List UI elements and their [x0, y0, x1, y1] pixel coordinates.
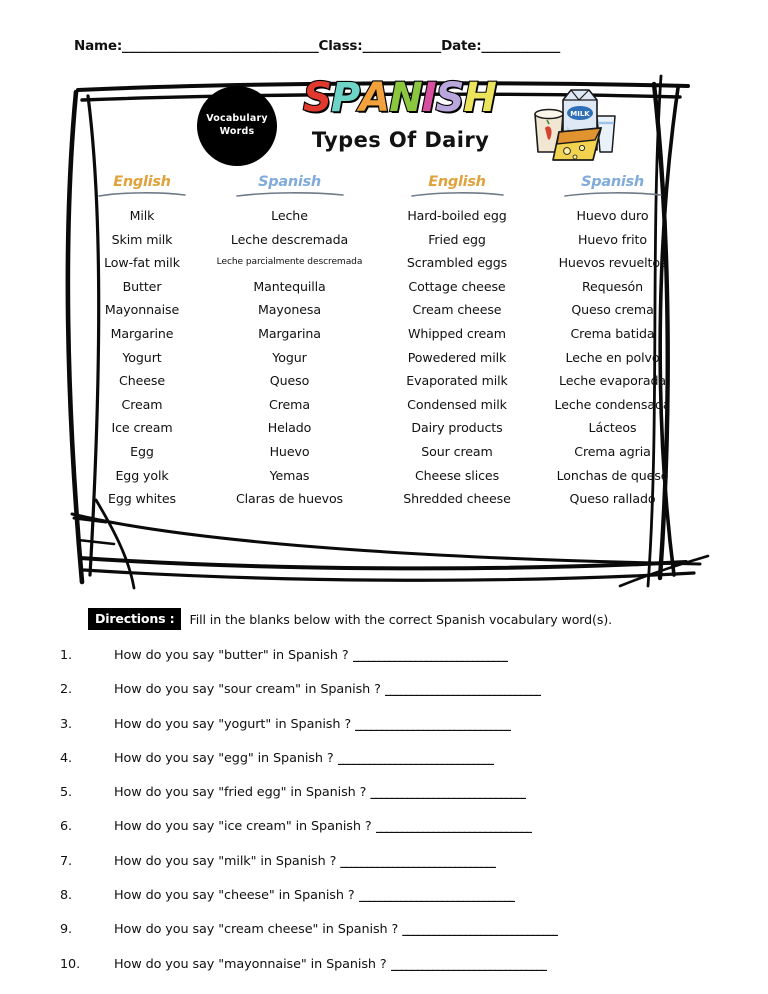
vocab-item: Crema batida [570, 325, 655, 341]
wordmark-letter-5: I [421, 75, 436, 121]
vocab-item: Huevo duro [576, 208, 649, 223]
vocab-item: Sour cream [421, 443, 493, 459]
vocab-item: Hard-boiled egg [407, 208, 507, 223]
vocab-item: Huevo frito [577, 231, 647, 247]
dairy-products-clipart [527, 78, 619, 164]
vocab-item: Mayonnaise [104, 302, 180, 318]
svg-text:MILK: MILK [570, 110, 590, 118]
date-blank[interactable]: ____________ [481, 38, 561, 54]
question-row [60, 957, 708, 991]
badge-line-2: Words [219, 126, 255, 137]
vocab-item: Mayonesa [258, 302, 321, 318]
column-spanish-right [537, 174, 688, 511]
answer-blank[interactable]: ______________________________ [358, 888, 515, 904]
vocab-item: Lácteos [588, 420, 637, 436]
question-row [60, 648, 708, 682]
question-text: How do you say "ice cream" in Spanish ? [114, 819, 372, 835]
list-english-right [377, 204, 537, 511]
question-number: 9. [60, 922, 73, 938]
question-number: 6. [60, 819, 73, 835]
vocab-item: Evaporated milk [406, 373, 508, 389]
vocab-item: Cheese [119, 373, 165, 389]
vocab-item: Shredded cheese [403, 491, 511, 507]
vocabulary-columns [82, 174, 688, 511]
class-label: Class: [318, 38, 363, 54]
answer-blank[interactable]: ______________________________ [355, 716, 511, 732]
vocab-item: Cheese slices [414, 467, 500, 483]
vocab-item: Egg whites [108, 491, 176, 507]
question-number: 8. [60, 888, 73, 904]
answer-blank[interactable]: ______________________________ [370, 785, 527, 801]
vocab-item: Whipped cream [408, 325, 506, 341]
vocab-item: Egg [130, 443, 154, 459]
question-text: How do you say "butter" in Spanish ? [114, 648, 349, 663]
column-header-spanish-left: Spanish [258, 174, 321, 190]
question-row [60, 751, 708, 785]
wordmark-letter-4: N [389, 75, 422, 121]
vocab-item: Cream cheese [412, 302, 502, 318]
worksheet-subtitle: Types Of Dairy [311, 128, 490, 152]
question-row [60, 854, 708, 888]
header-underline [563, 191, 663, 198]
directions-row [88, 608, 708, 630]
question-number: 1. [60, 648, 73, 663]
panel-title-row [82, 76, 688, 171]
answer-blank[interactable]: ______________________________ [340, 853, 497, 869]
name-label: Name: [74, 38, 123, 54]
question-row [60, 682, 708, 716]
vocab-item: Margarine [110, 325, 174, 341]
column-english-left [82, 174, 202, 511]
answer-blank[interactable]: ______________________________ [337, 750, 494, 766]
vocabulary-words-badge [197, 86, 277, 166]
column-english-right [377, 174, 537, 511]
wordmark-letter-7: H [463, 75, 496, 121]
vocab-item: Yemas [269, 467, 310, 483]
vocab-item: Helado [267, 420, 312, 436]
question-text: How do you say "yogurt" in Spanish ? [114, 716, 352, 732]
question-text: How do you say "milk" in Spanish ? [114, 853, 337, 869]
answer-blank[interactable]: ______________________________ [402, 922, 559, 938]
list-spanish-left [202, 204, 377, 511]
vocab-item: Queso rallado [569, 491, 656, 507]
question-number: 4. [60, 750, 73, 766]
question-text: How do you say "sour cream" in Spanish ? [114, 682, 381, 698]
wordmark-letter-6: S [435, 75, 464, 121]
question-text: How do you say "fried egg" in Spanish ? [114, 785, 367, 801]
directions-tag: Directions : [88, 608, 181, 630]
vocab-item: Scrambled eggs [406, 255, 508, 271]
question-number: 10. [60, 956, 81, 972]
column-header-english-left: English [113, 174, 171, 190]
vocab-item: Butter [122, 278, 162, 294]
vocab-item: Queso [269, 373, 310, 389]
vocab-item: Leche descremada [230, 231, 349, 247]
vocab-item: Lonchas de queso [556, 467, 669, 483]
student-info-line [74, 38, 694, 54]
question-number: 7. [60, 853, 73, 869]
vocab-item: Skim milk [111, 231, 173, 247]
date-label: Date: [441, 38, 482, 54]
question-row [60, 717, 708, 751]
list-spanish-right [537, 204, 688, 511]
vocab-item: Leche evaporada [559, 373, 666, 389]
wordmark-letter-1: S [303, 75, 331, 121]
vocab-item: Leche [271, 208, 308, 223]
vocab-item: Crema agria [574, 443, 651, 459]
questions-list [60, 648, 708, 991]
vocab-item: Claras de huevos [235, 491, 344, 507]
spanish-wordmark [282, 75, 517, 128]
vocab-item: Low-fat milk [104, 255, 180, 271]
question-number: 3. [60, 716, 73, 732]
vocab-item: Cottage cheese [408, 278, 506, 294]
vocab-item: Leche parcialmente descremada [216, 257, 363, 268]
question-text: How do you say "mayonnaise" in Spanish ? [114, 956, 387, 972]
vocab-item: Egg yolk [115, 467, 169, 483]
vocab-item: Crema [269, 396, 310, 412]
question-number: 5. [60, 785, 73, 801]
vocab-item: Huevos revueltos [558, 255, 667, 271]
question-number: 2. [60, 682, 73, 698]
column-header-spanish-right: Spanish [581, 174, 644, 190]
vocab-item: Condensed milk [407, 396, 507, 412]
vocab-item: Powedered milk [407, 349, 507, 365]
wordmark-letter-2: P [330, 75, 360, 121]
vocabulary-panel [60, 70, 710, 590]
vocab-item: Dairy products [411, 420, 503, 436]
vocab-item: Fried egg [428, 231, 486, 247]
question-row [60, 785, 708, 819]
question-text: How do you say "cheese" in Spanish ? [114, 888, 355, 904]
vocab-item: Cream [121, 396, 163, 412]
vocab-item: Leche condensada [554, 396, 671, 412]
question-row [60, 888, 708, 922]
name-blank[interactable]: ______________________________ [122, 38, 319, 54]
vocab-item: Yogurt [122, 349, 162, 365]
question-text: How do you say "egg" in Spanish ? [114, 750, 334, 766]
column-header-english-right: English [428, 174, 486, 190]
question-row [60, 922, 708, 956]
vocab-item: Requesón [581, 278, 644, 294]
header-underline [410, 191, 505, 198]
answer-blank[interactable]: ______________________________ [390, 956, 547, 972]
vocab-item: Milk [129, 208, 155, 223]
vocab-item: Margarina [258, 325, 321, 341]
directions-text: Fill in the blanks below with the correct Spanish vocabulary word(s). [189, 611, 613, 627]
vocab-item: Yogur [272, 349, 307, 365]
badge-line-1: Vocabulary [206, 113, 268, 125]
vocab-item: Huevo [269, 443, 310, 459]
answer-blank[interactable]: ______________________________ [352, 648, 509, 663]
vocab-item: Ice cream [111, 420, 173, 436]
header-underline [97, 191, 187, 198]
answer-blank[interactable]: ______________________________ [384, 682, 541, 698]
wordmark-letter-3: A [359, 75, 390, 121]
answer-blank[interactable]: ______________________________ [375, 819, 532, 835]
vocab-item: Queso crema [571, 302, 654, 318]
question-row [60, 819, 708, 853]
class-blank[interactable]: ____________ [362, 38, 442, 54]
question-text: How do you say "cream cheese" in Spanish ? [114, 922, 399, 938]
column-spanish-left [202, 174, 377, 511]
list-english-left [82, 204, 202, 511]
vocab-item: Leche en polvo [565, 349, 660, 365]
header-underline [235, 191, 345, 198]
vocab-item: Mantequilla [253, 278, 326, 294]
